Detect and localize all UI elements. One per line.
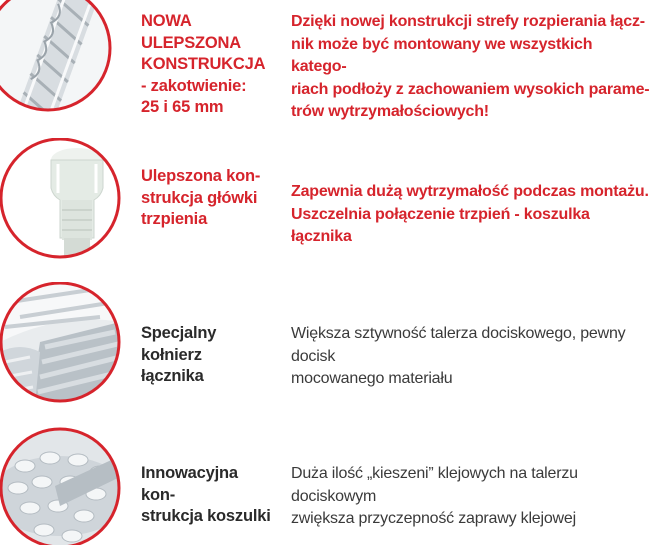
anchor-expansion-zone-icon — [0, 0, 122, 118]
feature-description: Duża ilość „kieszeni” klejowych na talerzu dociskowym zwiększa przyczepność zaprawy klejowej — [291, 465, 578, 527]
feature-row-collar — [0, 278, 656, 410]
anchor-collar-icon — [0, 282, 122, 404]
feature-title: Specjalny kołnierz łącznika — [141, 324, 217, 385]
feature-row-sleeve — [0, 420, 656, 545]
sleeve-plate-icon — [0, 426, 122, 545]
feature-title: Ulepszona kon- strukcja główki trzpienia — [141, 167, 261, 228]
feature-description: Dzięki nowej konstrukcji strefy rozpierania łącz- nik może być montowany we wszystkich katego- riach podłoży z zachowaniem wysokich parame- trów wytrzymałościowych! — [291, 13, 650, 120]
feature-row-expansion-zone — [0, 0, 656, 130]
feature-title: Innowacyjna kon- strukcja koszulki — [141, 464, 271, 525]
feature-description: Większa sztywność talerza dociskowego, pewny docisk mocowanego materiału — [291, 325, 626, 387]
feature-description: Zapewnia dużą wytrzymałość podczas montażu. Uszczelnia połączenie trzpień - koszulka łącznika — [291, 183, 649, 245]
feature-title: NOWA ULEPSZONA KONSTRUKCJA - zakotwienie: 25 i 65 mm — [141, 12, 266, 116]
pin-head-icon — [0, 138, 122, 260]
feature-row-pin-head — [0, 138, 656, 268]
